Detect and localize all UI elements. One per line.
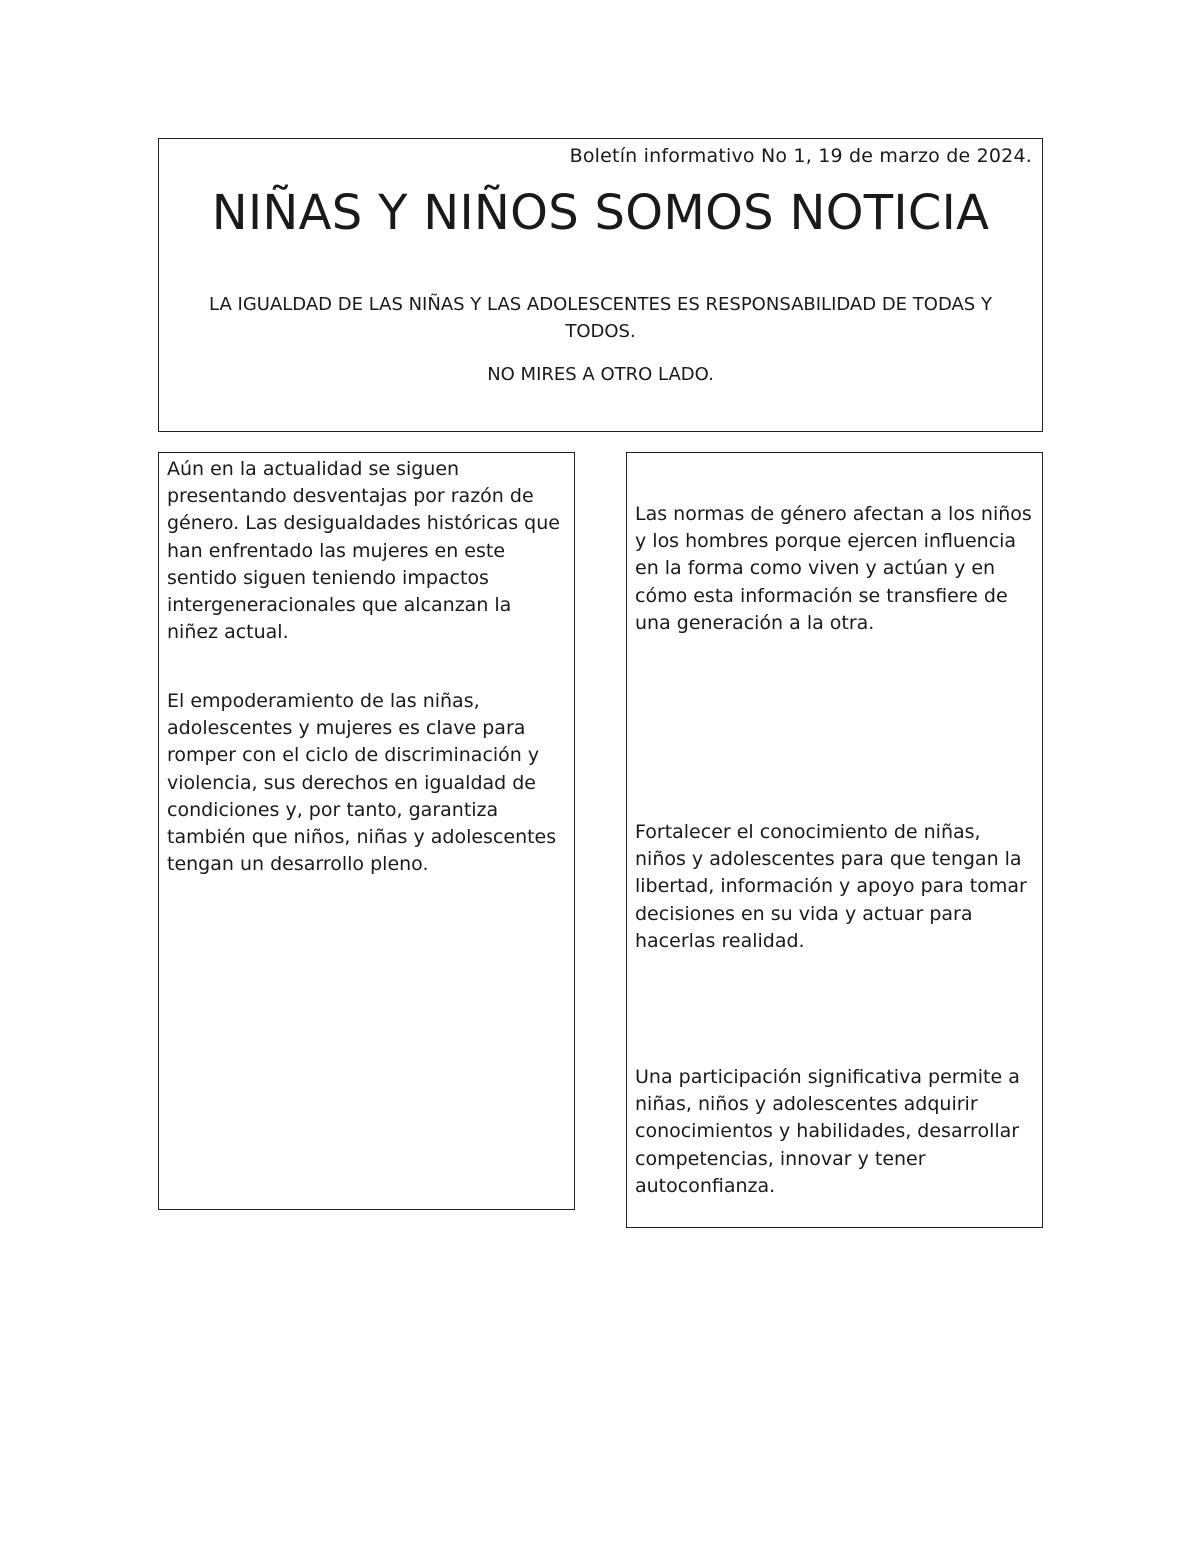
right-paragraph-2: Fortalecer el conocimiento de niñas, niños y adolescentes para que tengan la libertad, información y apoyo para tomar decisiones en su vida y actuar para hacerlas realidad. xyxy=(635,821,1027,952)
bulletin-title: NIÑAS Y NIÑOS SOMOS NOTICIA xyxy=(211,185,990,241)
bulletin-subtitle: LA IGUALDAD DE LAS NIÑAS Y LAS ADOLESCENTES ES RESPONSABILIDAD DE TODAS Y TODOS. xyxy=(209,294,992,342)
left-article-box xyxy=(158,452,575,1210)
bulletin-tagline: NO MIRES A OTRO LADO. xyxy=(487,364,714,385)
right-paragraph-3: Una participación significativa permite a niñas, niños y adolescentes adquirir conocimientos y habilidades, desarrollar competencias, innovar y tener autoconfianza. xyxy=(635,1066,1020,1197)
bulletin-dateline: Boletín informativo No 1, 19 de marzo de 2024. xyxy=(569,145,1032,167)
right-paragraph-1: Las normas de género afectan a los niños y los hombres porque ejercen influencia en la forma como viven y actúan y en cómo esta información se transfiere de una generación a la otra. xyxy=(635,503,1032,634)
left-paragraph-1: Aún en la actualidad se siguen presentando desventajas por razón de género. Las desigualdades históricas que han enfrentado las mujeres en este sentido siguen teniendo impactos intergeneracionales que alcanzan la niñez actual. xyxy=(167,458,560,644)
bulletin-header-box xyxy=(158,138,1043,432)
left-paragraph-2: El empoderamiento de las niñas, adolescentes y mujeres es clave para romper con el ciclo de discriminación y violencia, sus derechos en igualdad de condiciones y, por tanto, garantiza también que niños, niñas y adolescentes tengan un desarrollo pleno. xyxy=(167,690,557,876)
right-article-box xyxy=(626,452,1043,1228)
